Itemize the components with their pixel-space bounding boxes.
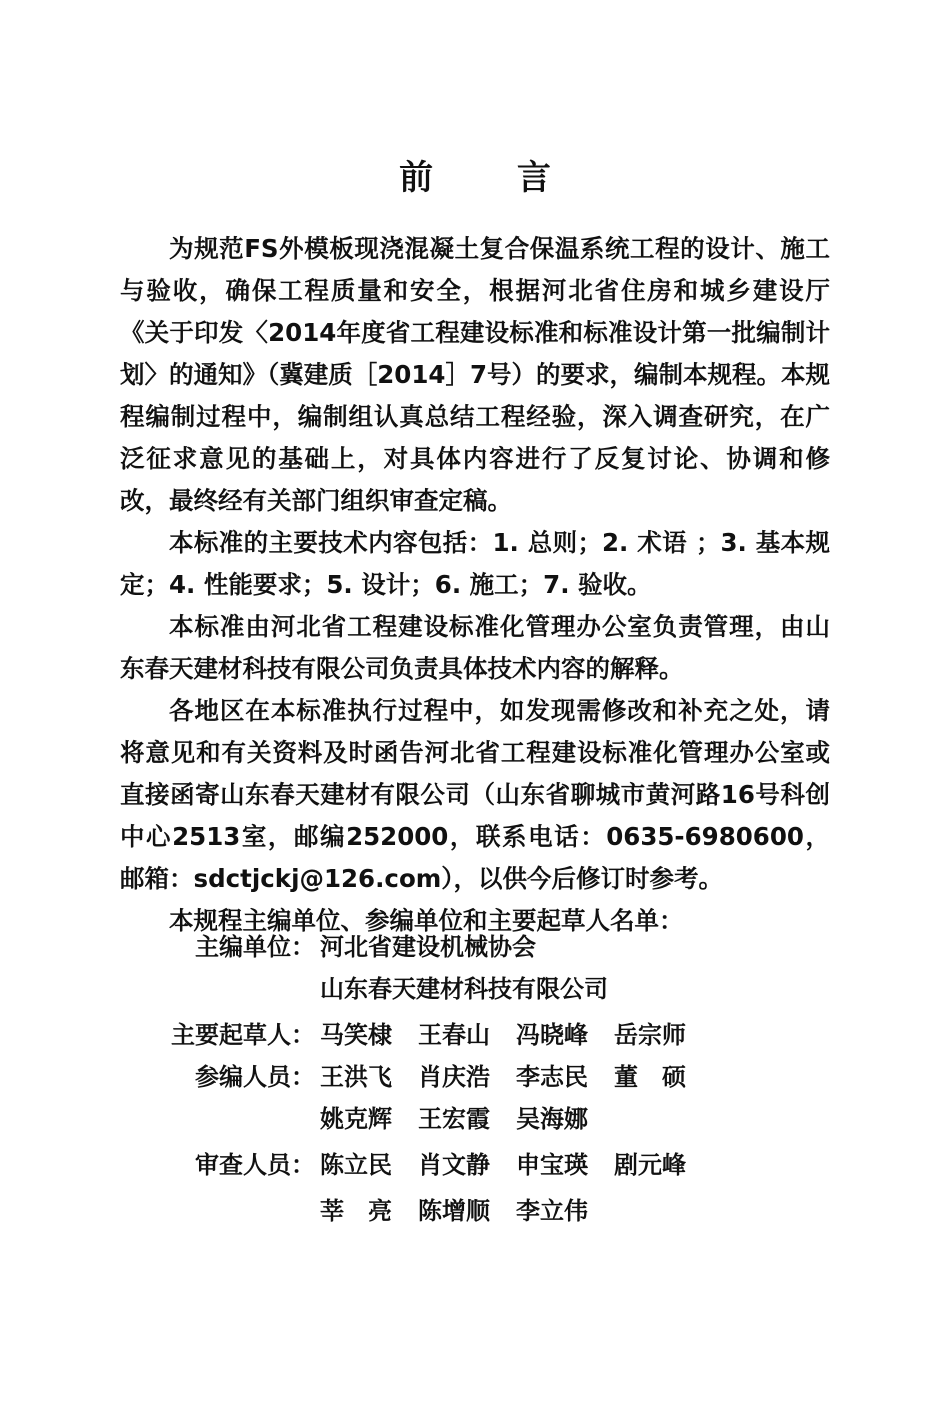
person-name: 肖文静 <box>418 1151 490 1179</box>
roster-row-reviewers <box>120 1144 830 1186</box>
person-name: 马笑棣 <box>320 1021 392 1049</box>
person-name: 王宏霞 <box>418 1105 490 1133</box>
person-name: 李志民 <box>516 1063 588 1091</box>
page-title: 前 言 <box>399 158 587 198</box>
person-name: 李立伟 <box>516 1197 588 1225</box>
person-name: 肖庆浩 <box>418 1063 490 1091</box>
roster-row-participants-2 <box>120 1098 830 1140</box>
person-name: 王洪飞 <box>320 1063 392 1091</box>
person-name: 王春山 <box>418 1021 490 1049</box>
roster <box>120 926 830 1232</box>
roster-row-chief-units-2 <box>120 968 830 1010</box>
chief-units-label: 主编单位： <box>195 933 315 961</box>
participants-label: 参编人员： <box>195 1063 315 1091</box>
chief-unit: 山东春天建材科技有限公司 <box>320 975 608 1003</box>
person-name: 吴海娜 <box>516 1105 588 1133</box>
paragraph-purpose: 为规范FS外模板现浇混凝土复合保温系统工程的设计、施工与验收，确保工程质量和安全，根据河北省住房和城乡建设厅《关于印发〈2014年度省工程建设标准和标准设计第一批编制计划〉的通知》（冀建质［2014］7号）的要求，编制本规程。本规程编制过程中，编制组认真总结工程经验，深入调查研究，在广泛征求意见的基础上，对具体内容进行了反复讨论、协调和修改，最终经有关部门组织审查定稿。 <box>120 234 830 515</box>
person-name: 姚克辉 <box>320 1105 392 1133</box>
person-name: 陈增顺 <box>418 1197 490 1225</box>
roster-row-participants <box>120 1056 830 1098</box>
person-name: 剧元峰 <box>614 1151 686 1179</box>
paragraph-roster-intro: 本规程主编单位、参编单位和主要起草人名单： <box>169 906 684 935</box>
chief-unit: 河北省建设机械协会 <box>320 933 536 961</box>
person-name: 冯晓峰 <box>516 1021 588 1049</box>
person-name: 陈立民 <box>320 1151 392 1179</box>
reviewer-names <box>320 1144 712 1186</box>
roster-row-drafters <box>120 1014 830 1056</box>
person-name: 岳宗师 <box>614 1021 686 1049</box>
person-name: 董 硕 <box>614 1063 686 1091</box>
roster-row-chief-units <box>120 926 830 968</box>
drafter-names <box>320 1014 712 1056</box>
reviewer-names <box>320 1190 614 1232</box>
reviewers-label: 审查人员： <box>195 1151 315 1179</box>
person-name: 申宝瑛 <box>516 1151 588 1179</box>
paragraph-contents: 本标准的主要技术内容包括：1. 总则；2. 术语 ；3. 基本规定；4. 性能要求；5. 设计；6. 施工；7. 验收。 <box>120 528 830 599</box>
participant-names <box>320 1098 614 1140</box>
person-name: 莘 亮 <box>320 1197 392 1225</box>
preface-body <box>120 228 830 942</box>
paragraph-feedback: 各地区在本标准执行过程中，如发现需修改和补充之处，请将意见和有关资料及时函告河北省工程建设标准化管理办公室或直接函寄山东春天建材有限公司（山东省聊城市黄河路16号科创中心2513室，邮编252000，联系电话：0635-6980600，邮箱：sdctjckj@126.com），以供今后修订时参考。 <box>120 696 830 893</box>
roster-row-reviewers-2 <box>120 1190 830 1232</box>
paragraph-management: 本标准由河北省工程建设标准化管理办公室负责管理，由山东春天建材科技有限公司负责具体技术内容的解释。 <box>120 612 830 683</box>
drafters-label: 主要起草人： <box>171 1021 315 1049</box>
participant-names <box>320 1056 712 1098</box>
